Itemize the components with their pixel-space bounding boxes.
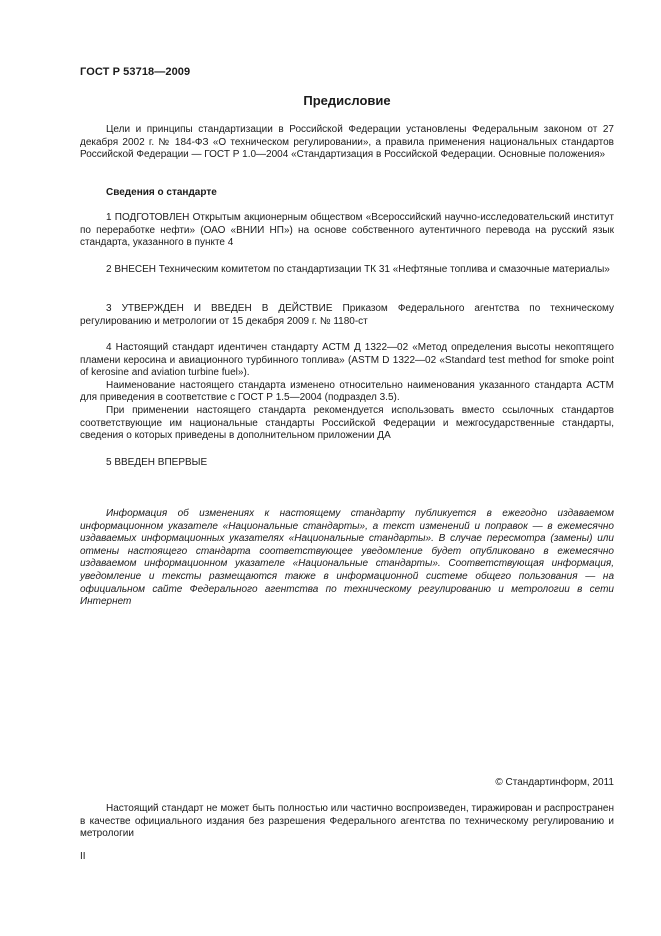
item-5 — [80, 457, 614, 470]
item-1-text: 1 ПОДГОТОВЛЕН Открытым акционерным обществом «Всероссийский научно-исследовательский институт по переработке нефти» (ОАО «ВНИИ НП») на основе собственного аутентичного перевода на русский язык стандарта, указанного в пункте 4 — [80, 212, 614, 249]
item-4-text-b: Наименование настоящего стандарта изменено относительно наименования указанного стандарта АСТМ для приведения в соответствие с ГОСТ Р 1.5—2004 (подраздел 3.5). — [80, 379, 614, 404]
item-3-text: 3 УТВЕРЖДЕН И ВВЕДЕН В ДЕЙСТВИЕ Приказом Федерального агентства по техническому регулированию и метрологии от 15 декабря 2009 г. № 1180-ст — [80, 303, 614, 327]
info-heading — [80, 187, 614, 200]
intro-text: Цели и принципы стандартизации в Российской Федерации установлены Федеральным законом от 27 декабря 2002 г. № 184-ФЗ «О техническом регулировании», а правила применения национальных стандартов Российской Федерации — ГОСТ Р 1.0—2004 «Стандартизация в Российской Федерации. Основные положения» — [80, 124, 614, 161]
notice-paragraph — [80, 508, 614, 609]
notice-text: Информация об изменениях к настоящему стандарту публикуется в ежегодно издаваемом информационном указателе «Национальные стандарты», а текст изменений и поправок — в ежемесячно издаваемых информационных указателях «Национальные стандарты». В случае пересмотра (замены) или отмены настоящего стандарта соответствующее уведомление будет опубликовано в ежемесячно издаваемом информационном указателе «Национальные стандарты». Соответствующая информация, уведомление и тексты размещаются также в информационной системе общего пользования — на официальном сайте Федерального агентства по техническому регулированию и метрологии в сети Интернет — [80, 508, 614, 608]
page-number: II — [80, 851, 86, 862]
copyright — [80, 777, 614, 790]
item-2 — [80, 264, 614, 277]
standard-code: ГОСТ Р 53718—2009 — [80, 66, 191, 78]
reproduction-notice — [80, 803, 614, 841]
page-title: Предисловие — [303, 93, 391, 108]
item-4 — [80, 342, 614, 443]
item-2-text: 2 ВНЕСЕН Техническим комитетом по стандартизации ТК 31 «Нефтяные топлива и смазочные материалы» — [106, 264, 610, 275]
item-3 — [80, 303, 614, 328]
item-5-text: 5 ВВЕДЕН ВПЕРВЫЕ — [106, 457, 208, 468]
intro-paragraph — [80, 124, 614, 162]
item-1 — [80, 212, 614, 250]
reproduction-text: Настоящий стандарт не может быть полностью или частично воспроизведен, тиражирован и распространен в качестве официального издания без разрешения Федерального агентства по техническому регулированию и метрологии — [80, 803, 614, 840]
copyright-text: © Стандартинформ, 2011 — [495, 777, 614, 788]
item-4-text-c: При применении настоящего стандарта рекомендуется использовать вместо ссылочных стандартов соответствующие им национальные стандарты Российской Федерации и межгосударственные стандарты, сведения о которых приведены в дополнительном приложении ДА — [80, 404, 614, 442]
item-4-text-a: 4 Настоящий стандарт идентичен стандарту АСТМ Д 1322—02 «Метод определения высоты некоптящего пламени керосина и авиационного турбинного топлива» (ASTM D 1322—02 «Standard test method for smoke point of kerosine and aviation turbine fuel»). — [80, 342, 614, 379]
info-heading-text: Сведения о стандарте — [106, 187, 217, 198]
